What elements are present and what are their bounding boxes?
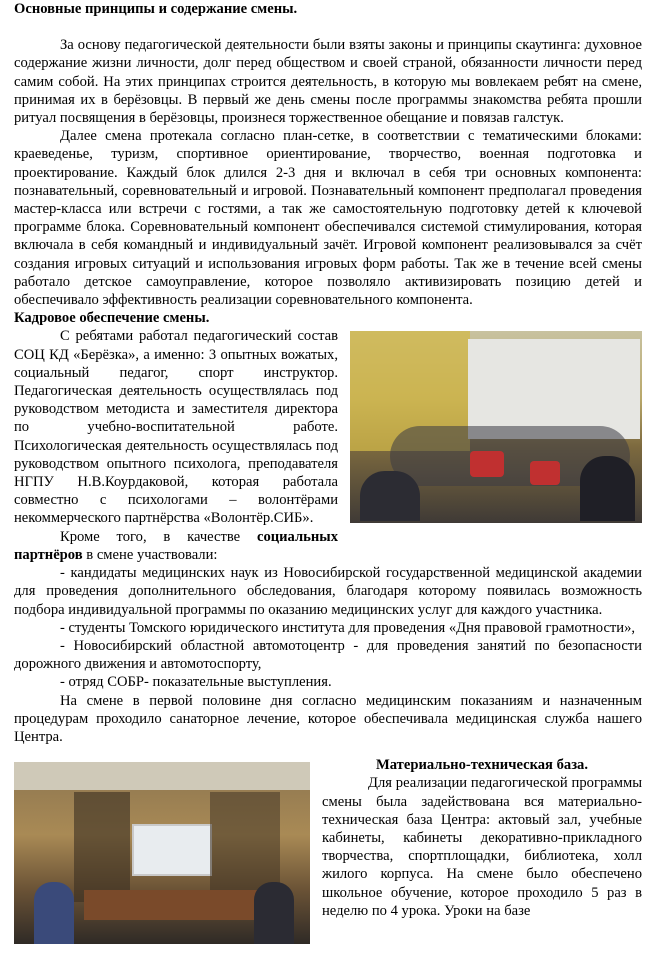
heading-principles: Основные принципы и содержание смены.: [14, 1, 298, 17]
document-page: [14, 0, 642, 944]
paragraph-scouting: За основу педагогической деятельности были взяты законы и принципы скаутинга: духовное содержание жизни личности, долг перед обществом и своей страной, обязанности личности перед самим собой. На этих принципах строится деятельность, в которую мы вовлекаем ребят на смене, принимая их в берёзовцы. В первый же день смены после программы знакомства ребята прошли ритуал посвящения в берёзовцы, произнеся торжественное обещание и повязав галстук.: [14, 37, 642, 127]
partners-tail: в смене участвовали:: [86, 546, 218, 563]
heading-base: Материально-техническая база.: [375, 757, 589, 774]
section-base: [14, 756, 642, 920]
paragraph-partners: [14, 528, 642, 564]
list-item-automoto: - Новосибирский областной автомотоцентр - для проведения занятий по безопасности дорожного движения и автомотоспорту,: [14, 637, 642, 673]
heading-staff: Кадровое обеспечение смены.: [14, 310, 210, 327]
list-item-sobr: - отряд СОБР- показательные выступления.: [60, 674, 332, 691]
list-item-students: - студенты Томского юридического института для проведения «Дня правовой грамотности»,: [60, 619, 636, 636]
paragraph-staff-text: С ребятами работал педагогический состав СОЦ КД «Берёзка», а именно: 3 опытных вожатых, социальный педагог, спорт инструктор. Педагогическая деятельность осуществлялась под руководством методиста и заместителя директора по учебно-воспитательной работе. Психологическая деятельность осуществлялась под руководством опытного психолога, преподавателя НГПУ Н.В.Коурдаковой, которая работала совместно с психологами – волонтёрами некоммерческого партнёрства «Волонтёр.СИБ».: [14, 328, 338, 527]
partners-bold: социальных партнёров: [14, 528, 338, 563]
paragraph-staff: [14, 327, 642, 527]
list-item-medical: - кандидаты медицинских наук из Новосибирской государственной медицинской академии для проведения дополнительного обследования, благодаря которому появилась возможность подбора индивидуальной программы по оказанию медицинских услуг для каждого участника.: [14, 565, 642, 618]
spacer: [14, 18, 642, 36]
paragraph-treatment: На смене в первой половине дня согласно медицинским показаниям и назначенным процедурам проходило санаторное лечение, которое обеспечивала медицинская служба нашего Центра.: [14, 692, 642, 745]
paragraph-plan: Далее смена протекала согласно план-сетке, в соответствии с тематическими блоками: краеведенье, туризм, спортивное ориентирование, творчество, военная подготовка и проектирование. Каждый блок длился 2-3 дня и включал в себя три основных компонента: познавательный, соревновательный и игровой. Познавательный компонент предполагал проведения мастер-класса или встречи с гостями, а так же самостоятельную подготовку детей к ключевой программе блока. Соревновательный компонент обеспечивался системой стимулирования, которая включала в себя командный и индивидуальный зачёт. Игровой компонент реализовывался за счёт создания игровых ситуаций и использования игровых форм работы. Так же в течение всей смены работало детское самоуправление, которое позволяло активизировать позицию детей и обеспечивало эффективность реализации соревновательного компонента.: [14, 128, 642, 309]
photo-children-hall: [14, 762, 310, 944]
photo-children-classroom: [350, 331, 642, 523]
paragraph-base: Для реализации педагогической программы смены была задействована вся материально-техническая база Центра: актовый зал, учебные кабинеты, кабинеты декоративно-прикладного творчества, спортплощадки, библиотека, холл жилого корпуса. На смене было обеспечено школьное обучение, которое проходило 5 раз в неделю по 4 урока. Уроки на базе: [322, 775, 642, 919]
partners-intro: Кроме того, в качестве: [60, 528, 241, 545]
